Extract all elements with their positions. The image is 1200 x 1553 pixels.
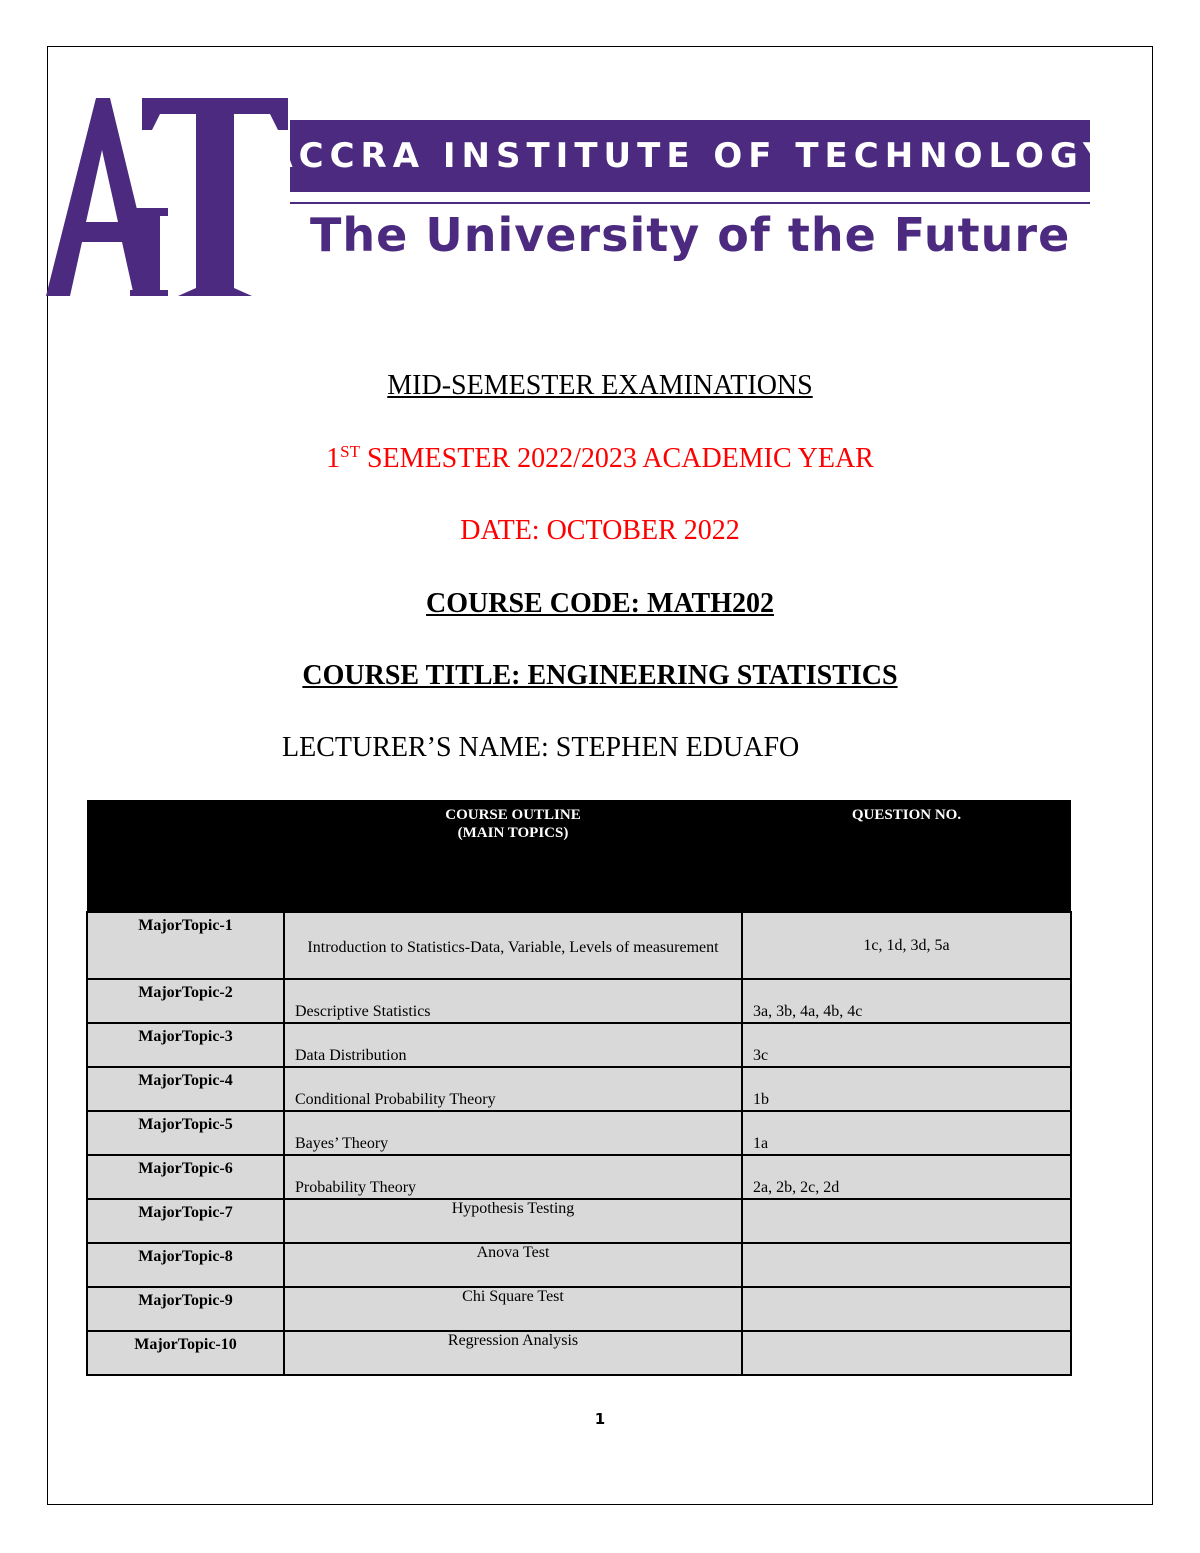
topic-description: Regression Analysis (284, 1331, 742, 1375)
question-cell (742, 1067, 1071, 1111)
page-number: 1 (594, 1410, 606, 1428)
topic-description: Conditional Probability Theory (295, 1091, 496, 1108)
table-row (87, 1243, 1071, 1287)
topic-description: Bayes’ Theory (295, 1135, 389, 1152)
institution-logo (38, 92, 1114, 312)
topic-label: MajorTopic-3 (87, 1023, 284, 1067)
question-numbers: 2a, 2b, 2c, 2d (753, 1179, 840, 1196)
topic-label: MajorTopic-9 (87, 1287, 284, 1331)
header-topic-cell (87, 800, 284, 912)
table-row (87, 1067, 1071, 1111)
table-row (87, 1199, 1071, 1243)
lecturer-name: LECTURER’S NAME: STEPHEN EDUAFO (282, 732, 800, 763)
question-cell (742, 912, 1071, 979)
question-numbers: 1b (753, 1091, 769, 1108)
topic-label: MajorTopic-10 (87, 1331, 284, 1375)
topic-label: MajorTopic-5 (87, 1111, 284, 1155)
question-cell (742, 1111, 1071, 1155)
topic-description-cell (284, 1111, 742, 1155)
topic-label: MajorTopic-2 (87, 979, 284, 1023)
table-row (87, 1331, 1071, 1375)
table-row (87, 1287, 1071, 1331)
question-numbers: 3a, 3b, 4a, 4b, 4c (753, 1003, 863, 1020)
table-row (87, 912, 1071, 979)
topic-description: Probability Theory (295, 1179, 417, 1196)
topic-description: Hypothesis Testing (284, 1199, 742, 1243)
logo-divider (290, 202, 1090, 204)
topic-description-cell (284, 1155, 742, 1199)
topic-label: MajorTopic-7 (87, 1199, 284, 1243)
header-question-no: QUESTION NO. (742, 800, 1071, 912)
question-numbers: 1c, 1d, 3d, 5a (863, 937, 950, 954)
topic-description-cell (284, 912, 742, 979)
course-outline-table (86, 800, 1072, 1376)
question-numbers (742, 1331, 1071, 1375)
topic-description-cell (284, 1023, 742, 1067)
question-numbers: 1a (753, 1135, 769, 1152)
topic-description: Descriptive Statistics (295, 1003, 431, 1020)
question-numbers (742, 1243, 1071, 1287)
question-cell (742, 1155, 1071, 1199)
semester-line (0, 443, 1200, 475)
question-numbers: 3c (753, 1047, 769, 1064)
exam-date: DATE: OCTOBER 2022 (460, 515, 740, 546)
question-cell (742, 979, 1071, 1023)
topic-description: Chi Square Test (284, 1287, 742, 1331)
topic-description: Introduction to Statistics-Data, Variable, Levels of measurement (307, 939, 719, 956)
table-row (87, 1111, 1071, 1155)
semester-text: SEMESTER 2022/2023 ACADEMIC YEAR (359, 443, 874, 474)
topic-description: Data Distribution (295, 1047, 407, 1064)
semester-number: 1 (326, 443, 341, 474)
header-outline-line2: (MAIN TOPICS) (457, 825, 569, 841)
topic-description-cell (284, 979, 742, 1023)
topic-description-cell (284, 1067, 742, 1111)
question-cell (742, 1023, 1071, 1067)
topic-label: MajorTopic-8 (87, 1243, 284, 1287)
topic-description: Anova Test (284, 1243, 742, 1287)
exam-title: MID-SEMESTER EXAMINATIONS (387, 370, 813, 401)
table-row (87, 1155, 1071, 1199)
ait-monogram-icon (38, 92, 298, 302)
institution-name-banner: ACCRA INSTITUTE OF TECHNOLOGY (290, 120, 1090, 192)
topic-label: MajorTopic-4 (87, 1067, 284, 1111)
course-code: COURSE CODE: MATH202 (426, 588, 774, 619)
question-numbers (742, 1287, 1071, 1331)
course-title: COURSE TITLE: ENGINEERING STATISTICS (302, 660, 898, 691)
header-course-outline (284, 800, 742, 912)
table-row (87, 1023, 1071, 1067)
institution-tagline: The University of the Future (310, 208, 1071, 262)
topic-label: MajorTopic-1 (87, 912, 284, 979)
semester-ordinal-suffix: ST (340, 442, 360, 461)
table-header-row (87, 800, 1071, 912)
question-numbers (742, 1199, 1071, 1243)
topic-label: MajorTopic-6 (87, 1155, 284, 1199)
header-outline-line1: COURSE OUTLINE (445, 807, 581, 823)
table-row (87, 979, 1071, 1023)
